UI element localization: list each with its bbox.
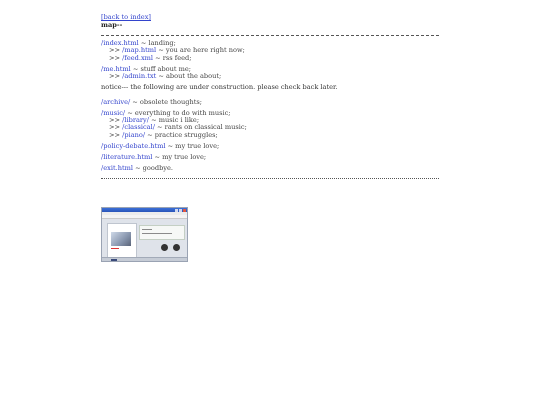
sitemap-subentry	[101, 132, 439, 139]
page-title: map--	[101, 21, 123, 30]
sitemap-sublink[interactable]: /classical/	[122, 123, 155, 132]
taskbar-item	[111, 259, 117, 261]
album-art-image	[111, 232, 131, 246]
sitemap-description: ~ everything to do with music;	[125, 108, 231, 117]
sitemap-entry-line	[101, 154, 439, 161]
sitemap-entry	[101, 165, 439, 172]
sitemap-group-construction	[101, 99, 439, 172]
album-panel	[107, 223, 137, 259]
sitemap-description: ~ rants on classical music;	[154, 123, 247, 132]
subentry-prefix: >>	[109, 130, 123, 139]
sitemap-description: ~ rss feed;	[153, 53, 192, 62]
sitemap-entry	[101, 66, 439, 81]
sitemap-description: ~ practice struggles;	[145, 130, 218, 139]
sitemap-link[interactable]: /literature.html	[101, 152, 153, 161]
sitemap-link[interactable]: /me.html	[101, 64, 131, 73]
track-line	[142, 233, 172, 234]
sitemap-link[interactable]: /music/	[101, 108, 126, 117]
sitemap-entry-line	[101, 143, 439, 150]
sitemap-description: ~ music i like;	[149, 116, 200, 125]
sitemap-entry-line	[101, 165, 439, 172]
play-pause-icon	[161, 244, 168, 251]
construction-notice: notice--- the following are under construction. please check back later.	[101, 83, 338, 92]
sitemap-entry	[101, 110, 439, 140]
subentry-prefix: >>	[109, 123, 123, 132]
sitemap-entry-line	[101, 99, 439, 106]
screenshot-thumbnail[interactable]	[101, 207, 188, 262]
sitemap-description: ~ my true love;	[165, 141, 220, 150]
progress-indicator	[111, 248, 119, 249]
track-info-panel	[139, 225, 185, 240]
taskbar	[102, 257, 187, 261]
sitemap-description: ~ about the about;	[156, 71, 222, 80]
next-icon	[173, 244, 180, 251]
sitemap-description: ~ stuff about me;	[130, 64, 192, 73]
sitemap-link[interactable]: /exit.html	[101, 163, 133, 172]
sitemap-sublink[interactable]: /library/	[122, 116, 149, 125]
sitemap-description: ~ you are here right now;	[156, 46, 245, 55]
sitemap-subentry	[101, 73, 439, 80]
subentry-prefix: >>	[109, 116, 123, 125]
divider-bottom	[101, 178, 439, 179]
subentry-prefix: >>	[109, 46, 123, 55]
sitemap-subentry	[101, 55, 439, 62]
subentry-prefix: >>	[109, 53, 123, 62]
sitemap-description: ~ obsolete thoughts;	[130, 97, 202, 106]
window-toolbar	[102, 215, 187, 219]
divider-top	[101, 35, 439, 36]
sitemap-entry	[101, 99, 439, 106]
back-to-index-link[interactable]: [back to index]	[101, 13, 151, 21]
sitemap-sublink[interactable]: /feed.xml	[122, 53, 154, 62]
track-line	[142, 229, 152, 230]
sitemap-entry	[101, 154, 439, 161]
sitemap-description: ~ goodbye.	[132, 163, 174, 172]
sitemap-sublink[interactable]: /map.html	[122, 46, 157, 55]
sitemap-entry	[101, 143, 439, 150]
sitemap-group-main	[101, 40, 439, 81]
sitemap-sublink[interactable]: /admin.txt	[122, 71, 157, 80]
sitemap-sublink[interactable]: /piano/	[122, 130, 146, 139]
sitemap-entry	[101, 40, 439, 62]
sitemap-link[interactable]: /archive/	[101, 97, 131, 106]
subentry-prefix: >>	[109, 71, 123, 80]
sitemap-link[interactable]: /index.html	[101, 38, 139, 47]
sitemap-content	[101, 14, 439, 185]
sitemap-description: ~ landing;	[138, 38, 176, 47]
sitemap-link[interactable]: /policy-debate.html	[101, 141, 166, 150]
sitemap-description: ~ my true love;	[152, 152, 207, 161]
